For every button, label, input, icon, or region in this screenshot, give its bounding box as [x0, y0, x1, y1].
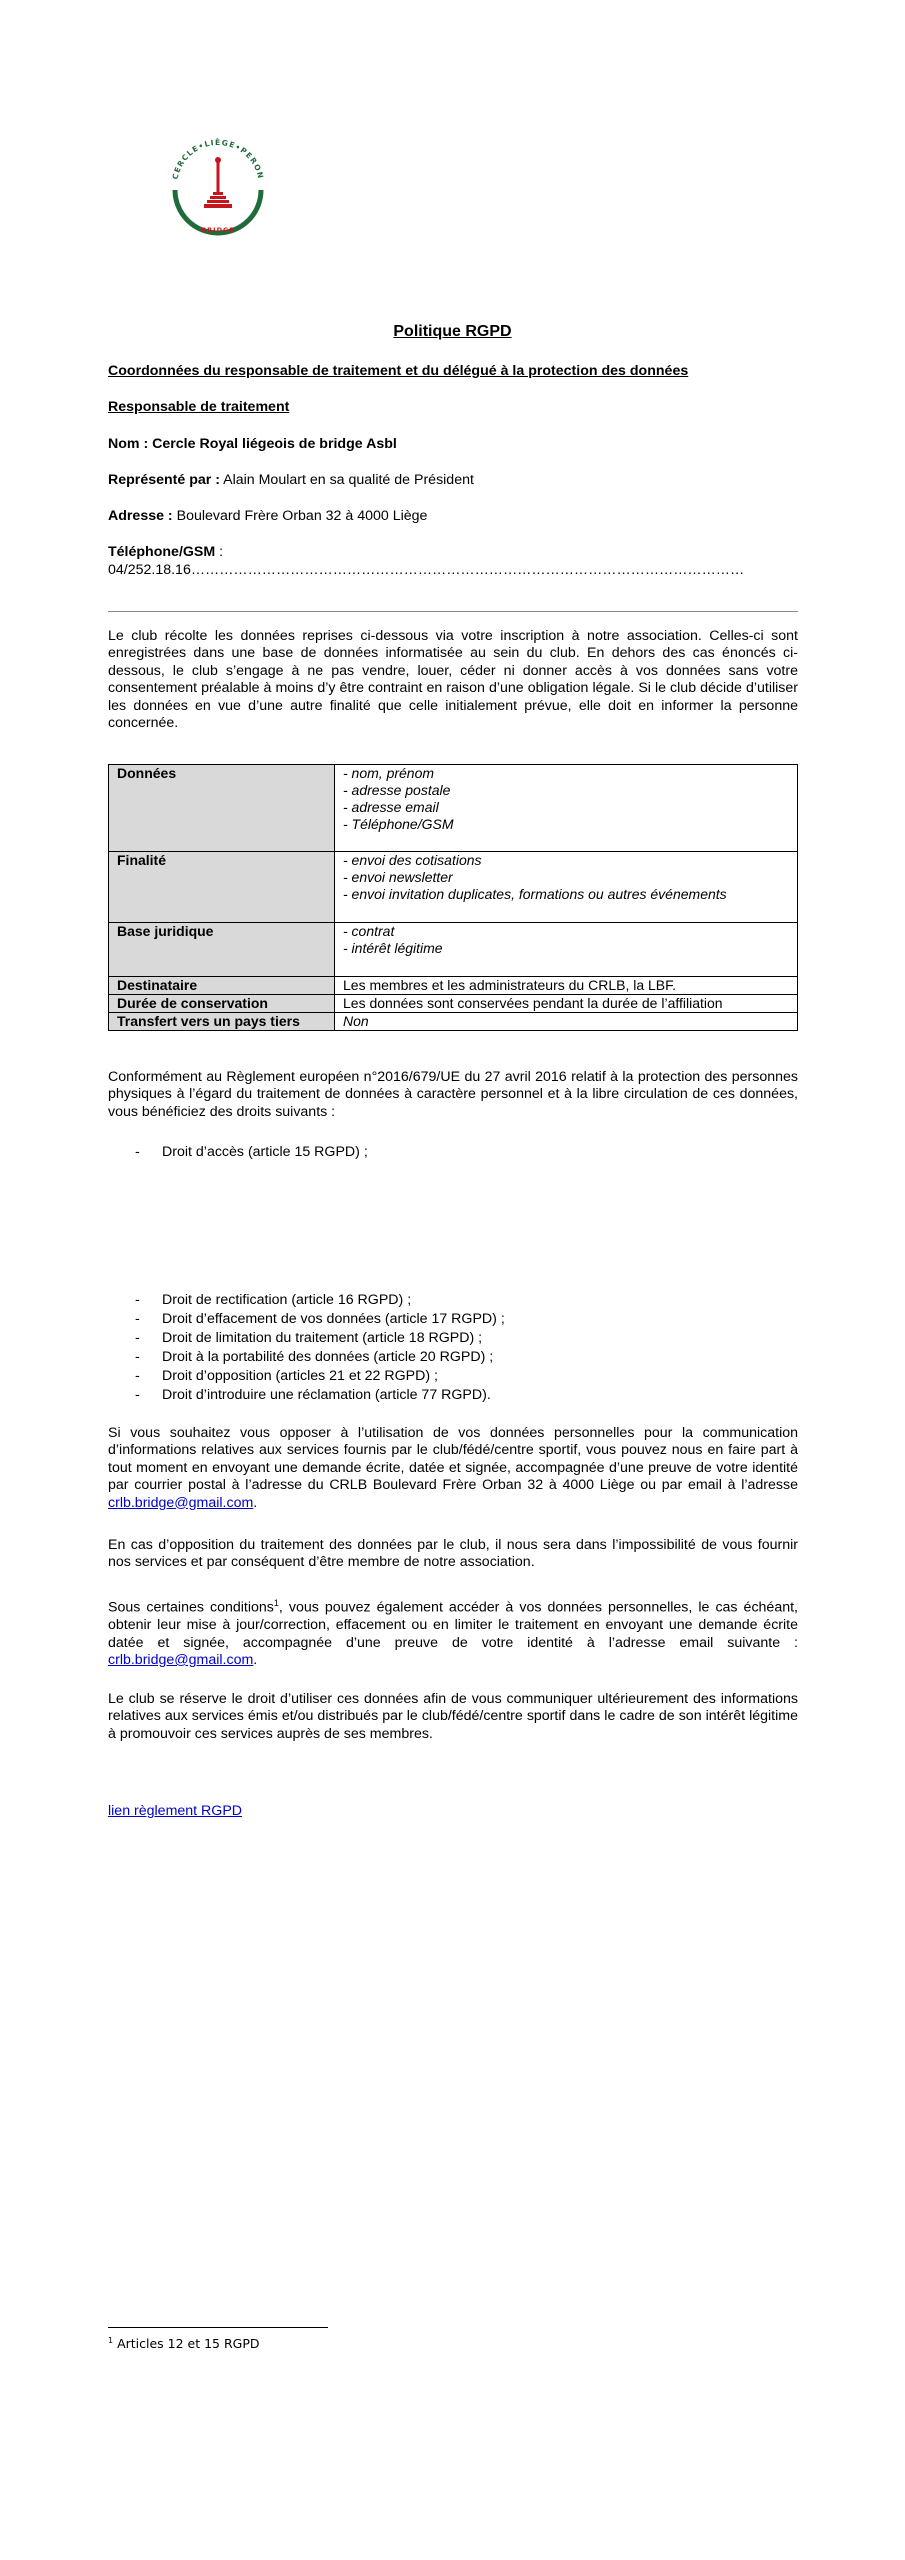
club-logo [163, 128, 273, 238]
rights-item-label: Droit de limitation du traitement (article 18 RGPD) ; [162, 1330, 483, 1346]
represente-line [108, 471, 798, 489]
table-label-finalite: Finalité [109, 852, 335, 923]
list-item: - adresse postale [343, 782, 451, 798]
telephone-colon: : [215, 544, 224, 560]
rights-list [135, 1291, 505, 1405]
rights-item-label: Droit d’opposition (articles 21 et 22 RGPD) ; [162, 1368, 438, 1384]
list-item: - Droit d’opposition (articles 21 et 22 RGPD) ; [135, 1368, 438, 1384]
table-row [109, 995, 798, 1013]
list-item: - envoi invitation duplicates, formations ou autres événements [343, 886, 727, 902]
list-item: - intérêt légitime [343, 940, 443, 956]
logo-ring-text: CERCLE•LIÈGE•PERON [170, 137, 266, 181]
footnote-ref: 1 [273, 1598, 279, 1608]
rights-item-acces: - Droit d’accès (article 15 RGPD) ; [135, 1144, 368, 1160]
email-link[interactable]: crlb.bridge@gmail.com [108, 1494, 254, 1511]
rights-item-label: Droit à la portabilité des données (article 20 RGPD) ; [162, 1349, 494, 1365]
table-row [109, 765, 798, 852]
adresse-value: Boulevard Frère Orban 32 à 4000 Liège [172, 508, 428, 524]
rights-item-label: Droit de rectification (article 16 RGPD) ; [162, 1292, 412, 1308]
table-row [109, 977, 798, 995]
list-item: - Droit d’introduire une réclamation (article 77 RGPD). [135, 1387, 491, 1403]
conditions-text: , vous pouvez également accéder à vos données personnelles, le cas échéant, obtenir leur mise à jour/correction, effacement ou en limiter le traitement en envoyant une demande écrite datée et signée, accompagnée d’une preuve de votre identité à l’adresse email suivante : [108, 1599, 798, 1651]
table-value-transfert: Non [335, 1013, 798, 1031]
conformement-paragraph: Conformément au Règlement européen n°2016/679/UE du 27 avril 2016 relatif à la protection des personnes physiques à l’égard du traitement de données à caractère personnel et à la libre circulation de ces données, vous bénéficiez des droits suivants : [108, 1069, 798, 1120]
nom-line: Nom : Cercle Royal liégeois de bridge Asbl [108, 436, 397, 452]
list-item: - nom, prénom [343, 765, 435, 781]
table-value-base [335, 923, 798, 977]
logo-bottom-text: BRIDGE [201, 226, 235, 234]
footnote-number: 1 [108, 2336, 114, 2345]
list-item: - contrat [343, 923, 395, 939]
table-value-duree: Les données sont conservées pendant la durée de l’affiliation [335, 995, 798, 1013]
list-item: - Droit de rectification (article 16 RGPD) ; [135, 1292, 412, 1308]
table-label-destinataire: Destinataire [109, 977, 335, 995]
table-label-transfert: Transfert vers un pays tiers [109, 1013, 335, 1031]
list-item: - Droit d’effacement de vos données (article 17 RGPD) ; [135, 1311, 505, 1327]
rgpd-link-label[interactable]: lien règlement RGPD [108, 1803, 243, 1819]
table-label-base: Base juridique [109, 923, 335, 977]
rgpd-regulation-link[interactable] [108, 1803, 242, 1819]
divider [108, 611, 798, 612]
footnote-text: Articles 12 et 15 RGPD [113, 2336, 260, 2352]
list-item: - envoi newsletter [343, 869, 453, 885]
club-logo-emblem [163, 128, 273, 238]
list-item: - envoi des cotisations [343, 852, 482, 868]
table-value-finalite [335, 852, 798, 923]
opposition-paragraph: En cas d’opposition du traitement des données par le club, il nous sera dans l’impossibilité de vous fournir nos services et par conséquent d’être membre de notre association. [108, 1537, 798, 1571]
intro-paragraph: Le club récolte les données reprises ci-dessous via votre inscription à notre association. Celles-ci sont enregistrées dans une base de données informatisée au sein du club. En dehors des cas énoncés ci-dessous, le club s’engage à ne pas vendre, louer, céder ni donner accès à vos données sans votre consentement préalable à moins d’y être contraint en raison d’une obligation légale. Si le club décide d’utiliser les données en vue d’une autre finalité que celle initialement prévue, elle doit en informer la personne concernée. [108, 628, 798, 732]
represente-value: Alain Moulart en sa qualité de Président [219, 472, 474, 488]
table-row [109, 1013, 798, 1031]
footnote-divider [108, 2327, 328, 2328]
table-label-donnees: Données [109, 765, 335, 852]
rights-item-label: Droit d’introduire une réclamation (article 77 RGPD). [162, 1387, 491, 1403]
opposer-end: . [253, 1494, 258, 1511]
conditions-start: Sous certaines conditions [108, 1599, 274, 1616]
table-value-destinataire: Les membres et les administrateurs du CRLB, la LBF. [335, 977, 798, 995]
responsable-heading: Responsable de traitement [108, 399, 290, 415]
list-item: - Téléphone/GSM [343, 816, 454, 832]
represente-label: Représenté par : [108, 472, 220, 488]
page-title: Politique RGPD [393, 323, 512, 340]
conditions-end: . [253, 1651, 258, 1668]
list-item: - Droit de limitation du traitement (article 18 RGPD) ; [135, 1330, 483, 1346]
table-row [109, 852, 798, 923]
email-link[interactable]: crlb.bridge@gmail.com [108, 1651, 254, 1668]
telephone-line [108, 543, 798, 561]
rights-item-label: Droit d’effacement de vos données (article 17 RGPD) ; [162, 1311, 505, 1327]
conditions-paragraph [108, 1595, 798, 1669]
telephone-value: 04/252.18.16……………………………………………………………………………………………………… [108, 562, 745, 578]
adresse-line [108, 507, 798, 525]
table-row [109, 923, 798, 977]
rights-item-label: Droit d’accès (article 15 RGPD) ; [162, 1144, 368, 1160]
adresse-label: Adresse : [108, 508, 173, 524]
opposer-paragraph [108, 1425, 798, 1512]
table-label-duree: Durée de conservation [109, 995, 335, 1013]
section-heading: Coordonnées du responsable de traitement et du délégué à la protection des données [108, 363, 689, 379]
list-item: - adresse email [343, 799, 439, 815]
opposer-text: Si vous souhaitez vous opposer à l’utilisation de vos données personnelles pour la communication d’informations relatives aux services fournis par le club/fédé/centre sportif, vous pouvez nous en faire part à tout moment en envoyant une demande écrite, datée et signée, accompagnée d’une preuve de votre identité par courrier postal à l’adresse du CRLB Boulevard Frère Orban 32 à 4000 Liège ou par email à l’adresse [108, 1425, 798, 1494]
footnote [108, 2336, 260, 2351]
list-item: - Droit à la portabilité des données (article 20 RGPD) ; [135, 1349, 494, 1365]
telephone-label: Téléphone/GSM [108, 544, 216, 560]
reserve-paragraph: Le club se réserve le droit d’utiliser ces données afin de vous communiquer ultérieurement des informations relatives aux services émis et/ou distribués par le club/fédé/centre sportif dans le cadre de son intérêt légitime à promouvoir ces services auprès de ses membres. [108, 1691, 798, 1742]
table-value-donnees [335, 765, 798, 852]
data-table [108, 764, 798, 1031]
